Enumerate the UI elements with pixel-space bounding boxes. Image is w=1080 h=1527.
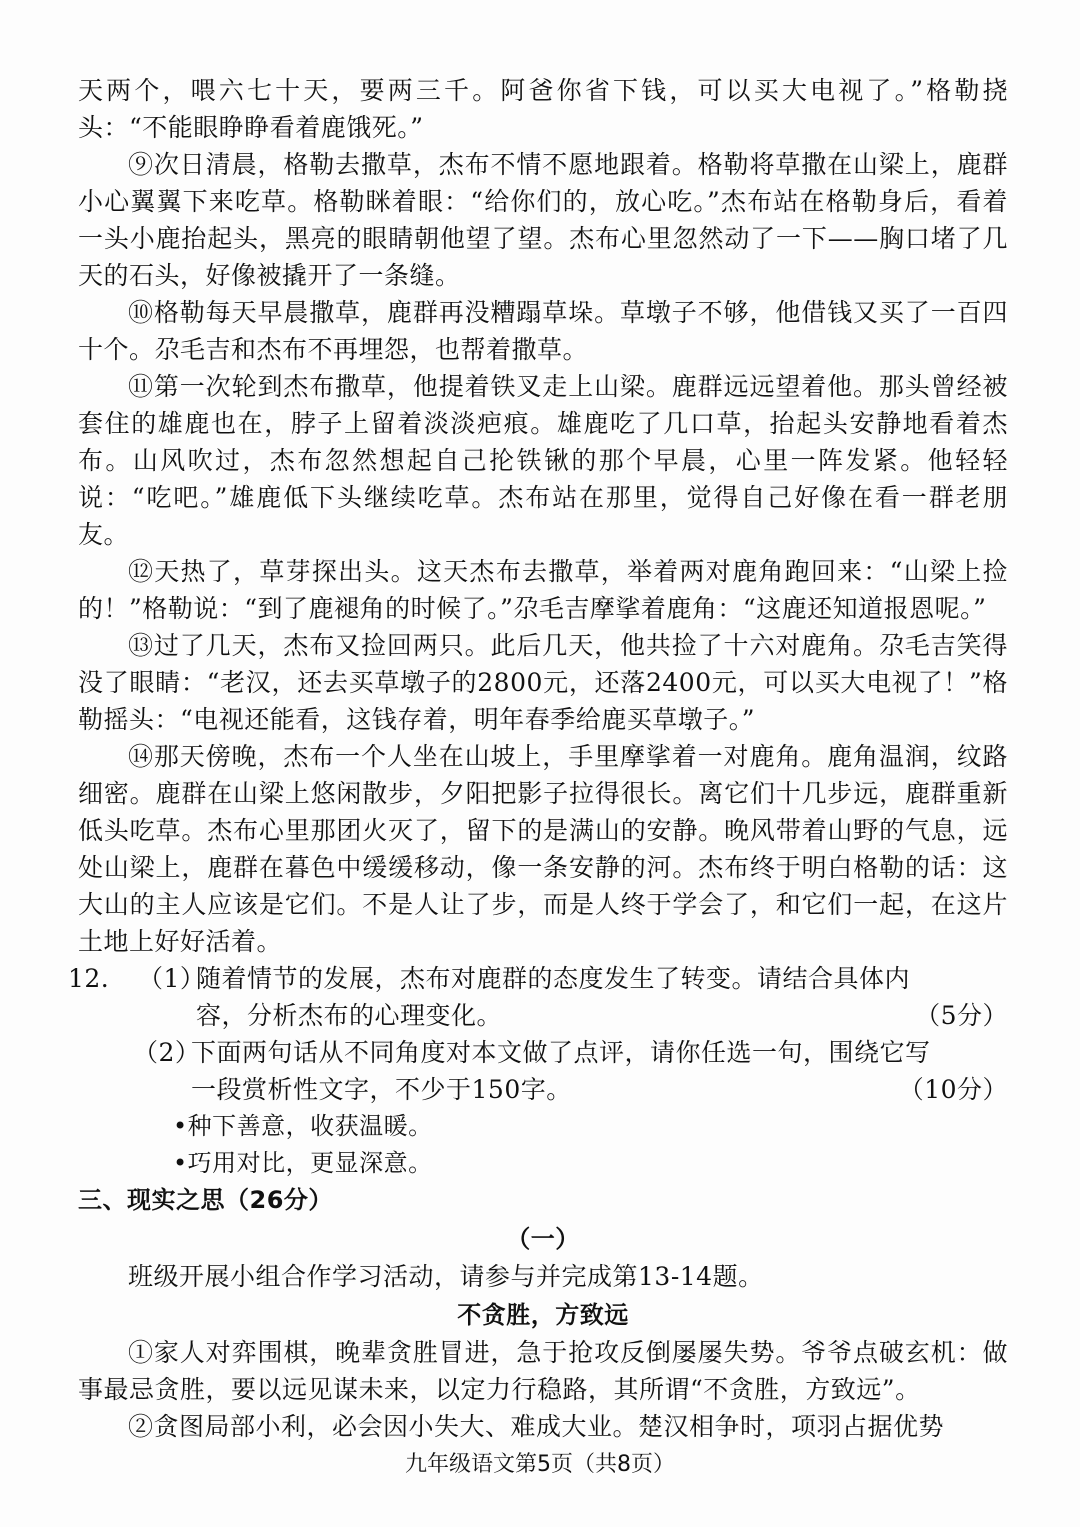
section-title: 三、现实之思（26分）: [78, 1186, 333, 1214]
question-number: 12.: [68, 964, 110, 993]
sub-question-label: （1）: [138, 964, 206, 993]
part-label: （一）: [506, 1225, 580, 1253]
sub-question-line: 下面两句话从不同角度对本文做了点评，请你任选一句，围绕它写: [191, 1038, 931, 1067]
story-paragraph-13: ⑬过了几天，杰布又捡回两只。此后几天，他共捡了十六对鹿角。尕毛吉笑得没了眼睛：“老汉，还去买草墩子的2800元，还落2400元，可以买大电视了！”格勒摇头：“电视还能看，这钱存着，明年春季给鹿买草墩子。”: [78, 631, 1008, 734]
article-paragraph-1: ①家人对弈围棋，晚辈贪胜冒进，急于抢攻反倒屡屡失势。爷爷点破玄机：做事最忌贪胜，要以远见谋未来，以定力行稳路，其所谓“不贪胜，方致远”。: [78, 1338, 1008, 1404]
article-title: 不贪胜，方致远: [457, 1301, 629, 1329]
sub-question-line: 容，分析杰布的心理变化。: [196, 1001, 503, 1030]
article-paragraph-2: ②贪图局部小利，必会因小失大、难成大业。楚汉相争时，项羽占据优势: [128, 1412, 945, 1441]
question-12-part-2: [78, 1034, 1008, 1108]
bullet-list: [78, 1108, 1008, 1182]
score-label: （10分）: [898, 1075, 1008, 1104]
score-label: （5分）: [915, 1001, 1008, 1030]
sub-question-line-with-score: [191, 1071, 1008, 1108]
section-intro: 班级开展小组合作学习活动，请参与并完成第13-14题。: [128, 1262, 764, 1291]
bullet-item: •巧用对比，更显深意。: [173, 1149, 433, 1177]
sub-question-body: [191, 1034, 1008, 1108]
story-paragraph-continued: 天两个，喂六七十天，要两三千。阿爸你省下钱，可以买大电视了。”格勒挠头：“不能眼睁睁看着鹿饿死。”: [78, 76, 1008, 142]
sub-question-line: 随着情节的发展，杰布对鹿群的态度发生了转变。请结合具体内: [196, 964, 911, 993]
story-paragraph-10: ⑩格勒每天早晨撒草，鹿群再没糟蹋草垛。草墩子不够，他借钱又买了一百四十个。尕毛吉和杰布不再埋怨，也帮着撒草。: [78, 298, 1008, 364]
sub-question-label: （2）: [133, 1038, 201, 1067]
page-footer: 九年级语文第5页（共8页）: [405, 1452, 675, 1477]
story-paragraph-14: ⑭那天傍晚，杰布一个人坐在山坡上，手里摩挲着一对鹿角。鹿角温润，纹路细密。鹿群在山梁上悠闲散步，夕阳把影子拉得很长。离它们十几步远，鹿群重新低头吃草。杰布心里那团火灭了，留下的是满山的安静。晚风带着山野的气息，远处山梁上，鹿群在暮色中缓缓移动，像一条安静的河。杰布终于明白格勒的话：这大山的主人应该是它们。不是人让了步，而是人终于学会了，和它们一起，在这片土地上好好活着。: [78, 742, 1008, 956]
story-paragraph-11: ⑪第一次轮到杰布撒草，他提着铁叉走上山梁。鹿群远远望着他。那头曾经被套住的雄鹿也在，脖子上留着淡淡疤痕。雄鹿吃了几口草，抬起头安静地看着杰布。山风吹过，杰布忽然想起自己抡铁锹的那个早晨，心里一阵发紧。他轻轻说：“吃吧。”雄鹿低下头继续吃草。杰布站在那里，觉得自己好像在看一群老朋友。: [78, 372, 1008, 549]
sub-question-line: 一段赏析性文字，不少于150字。: [191, 1075, 572, 1104]
story-paragraph-9: ⑨次日清晨，格勒去撒草，杰布不情不愿地跟着。格勒将草撒在山梁上，鹿群小心翼翼下来吃草。格勒眯着眼：“给你们的，放心吃。”杰布站在格勒身后，看着一头小鹿抬起头，黑亮的眼睛朝他望了望。杰布心里忽然动了一下——胸口堵了几天的石头，好像被撬开了一条缝。: [78, 150, 1008, 290]
sub-question-line-with-score: [196, 997, 1008, 1034]
sub-question-body: [196, 960, 1008, 1034]
bullet-item: •种下善意，收获温暖。: [173, 1112, 433, 1140]
question-12-part-1: [68, 960, 1008, 1034]
story-paragraph-12: ⑫天热了，草芽探出头。这天杰布去撒草，举着两对鹿角跑回来：“山梁上捡的！”格勒说：“到了鹿褪角的时候了。”尕毛吉摩挲着鹿角：“这鹿还知道报恩呢。”: [78, 557, 1008, 623]
page-content: [68, 72, 1008, 1445]
